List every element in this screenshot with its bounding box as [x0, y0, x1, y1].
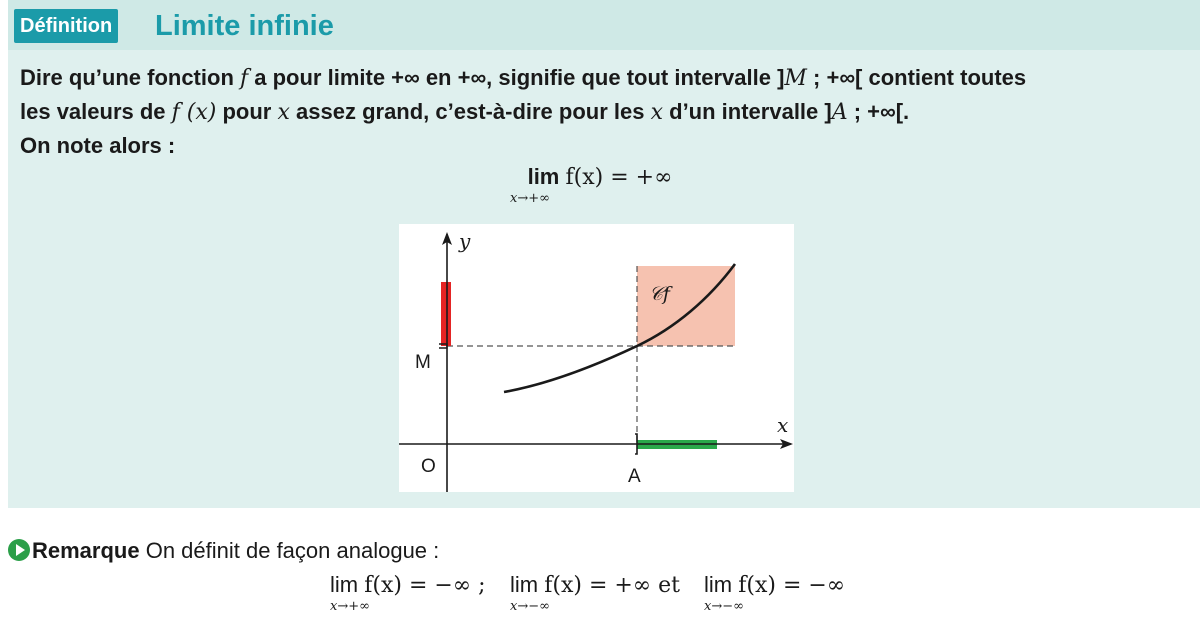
label-M: M: [415, 352, 431, 373]
play-icon: [8, 539, 30, 561]
definition-tag: Définition: [14, 9, 118, 43]
remark-word: Remarque: [32, 538, 140, 563]
definition-line-2: les valeurs de f (x) pour x assez grand, c’est-à-dire pour les x d’un intervalle ]A ; +∞[.: [20, 99, 910, 125]
remark: [8, 536, 439, 566]
label-A: A: [628, 466, 641, 487]
remark-limit-3: lim f(x) = −∞ x→−∞: [704, 572, 846, 614]
remark-text: On définit de façon analogue :: [139, 538, 440, 563]
main-limit-expr: f(x) = +∞: [565, 165, 673, 190]
red-interval: [441, 282, 451, 346]
definition-line-1: Dire qu’une fonction f a pour limite +∞ en +∞, signifie que tout intervalle ]M ; +∞[ contient toutes: [20, 65, 1027, 91]
main-limit-sub: x→+∞: [510, 191, 550, 206]
y-axis-label: y: [459, 229, 471, 253]
main-limit: lim f(x) = +∞ x→+∞: [510, 164, 690, 207]
x-axis-label: x: [777, 413, 789, 437]
remark-limit-1: lim f(x) = −∞ ; x→+∞: [330, 572, 486, 614]
definition-line-3: On note alors :: [20, 133, 176, 158]
curve-label: 𝒞f: [649, 283, 670, 305]
definition-title: Limite infinie: [155, 10, 334, 42]
remark-limit-2: lim f(x) = +∞ et x→−∞: [510, 572, 680, 614]
limit-graph: [399, 224, 794, 492]
shaded-region: [637, 266, 735, 346]
label-O: O: [421, 456, 436, 477]
